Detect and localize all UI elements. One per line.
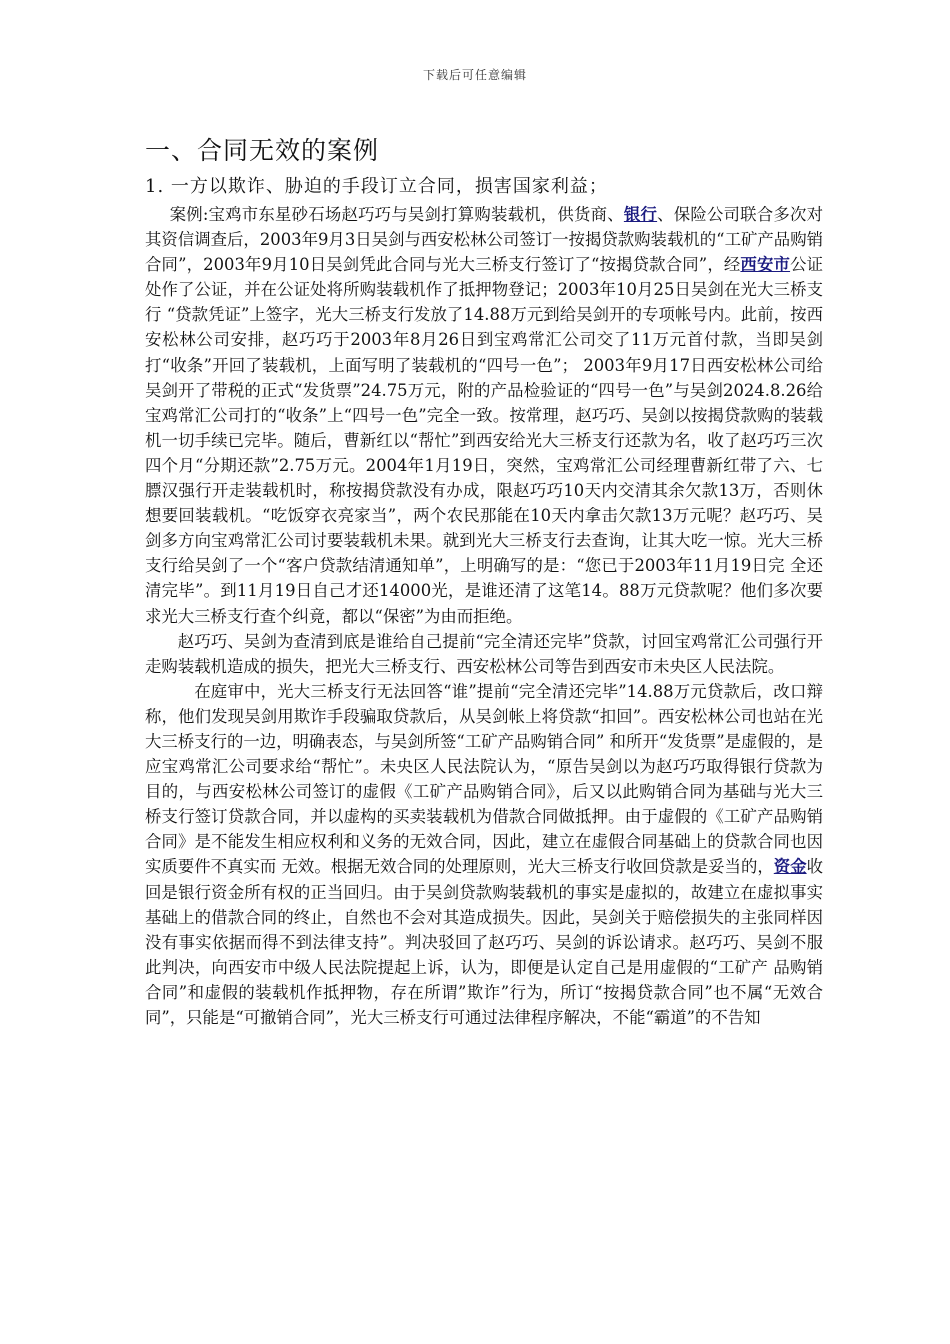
xian-city-link[interactable]: 西安市: [740, 255, 791, 275]
bank-link[interactable]: 银行: [623, 205, 658, 224]
paragraph-text: 案例:宝鸡市东星砂石场赵巧巧与吴剑打算购装载机，供货商、: [169, 205, 624, 224]
paragraph-lawsuit: 赵巧巧、吴剑为查清到底是谁给自己提前“完全清还完毕”贷款，讨回宝鸡常汇公司强行开走购装载机造成的损失，把光大三桥支行、西安松林公司等告到西安市未央区人民法院。: [145, 631, 823, 676]
funds-link[interactable]: 资金: [773, 857, 807, 877]
paragraph-text: 在庭审中，光大三桥支行无法回答“谁”提前“完全清还完毕”14.88万元贷款后，改口辩称，他们发现吴剑用欺诈手段骗取贷款后，从吴剑帐上将贷款“扣回”。西安松林公司也站在光大三桥支行的一边，明确表态，与吴剑所签“工矿产品购销合同” 和所开“发货票”是虚假的，是应宝鸡常汇公司要求给“帮忙”。未央区人民法院认为，“原告吴剑以为赵巧巧取得银行贷款为目的，与西安松林公司签订的虚假《工矿产品购销合同》，后又以此购销合同为基础与光大三桥支行签订贷款合同，并以虚构的买卖装载机为借款合同做抵押。由于虚假的《工矿产品购销合同》是不能发生相应权利和义务的无效合同，因此，建立在虚假合同基础上的贷款合同也因实质要件不真实而 无效。根据无效合同的处理原则，光大三桥支行收回贷款是妥当的，: [145, 681, 823, 877]
paragraph-text: 公证处作了公证，并在公证处将所购装载机作了抵押物登记；2003年10月25日吴剑在光大三桥支行 “贷款凭证”上签字，光大三桥支行发放了14.88万元到给吴剑开的专项帐号内。此前，按西安松林公司安排，赵巧巧于2003年8月26日到宝鸡常汇公司交了11万元首付款，当即吴剑打“收条”开回了装载机，上面写明了装载机的“四号一色”； 2003年9月17日西安松林公司给吴剑开了带税的正式“发货票”24.75万元，附的产品检验证的“四号一色”与吴剑2024.8.26给宝鸡常汇公司打的“收条”上“四号一色”完全一致。按常理，赵巧巧、吴剑以按揭贷款购的装载机一切手续已完毕。随后，曹新红以“帮忙”到西安给光大三桥支行还款为名，收了赵巧巧三次四个月“分期还款”2.75万元。2004年1月19日，突然，宝鸡常汇公司经理曹新红带了六、七膘汉强行开走装载机时，称按揭贷款没有办成，限赵巧巧10天内交清其余欠款13万，否则休想要回装载机。“吃饭穿衣亮家当”，两个农民那能在10天内拿击欠款13万元呢？赵巧巧、吴剑多方向宝鸡常汇公司讨要装载机未果。就到光大三桥支行去查询，让其大吃一惊。光大三桥支行给吴剑了一个“客户贷款结清通知单”，上明确写的是：“您已于2003年11月19日完 全还清完毕”。到11月19日自己才还14000光，是谁还清了这笔14。88万元贷款呢？他们多次要求光大三桥支行查个纠竟，都以“保密”为由而拒绝。: [145, 255, 823, 626]
paragraph-trial: [145, 679, 823, 1030]
paragraph-text: 收回是银行资金所有权的正当回归。由于吴剑贷款购装载机的事实是虚拟的，故建立在虚拟事实基础上的借款合同的终止，自然也不会对其造成损失。因此，吴剑关于赔偿损失的主张同样因没有事实依据而得不到法律支持”。判决驳回了赵巧巧、吴剑的诉讼请求。赵巧巧、吴剑不服此判决，向西安市中级人民法院提起上诉，认为，即便是认定自己是用虚假的“工矿产 品购销合同”和虚假的装载机作抵押物，存在所谓”欺诈”行为，所订“按揭贷款合同”也不属“无效合同”，只能是“可撤销合同”，光大三桥支行可通过法律程序解决，不能“霸道”的不告知: [145, 857, 823, 1027]
page-header-note: 下载后可任意编辑: [422, 68, 527, 82]
document-body: [145, 128, 823, 1030]
section-heading: 1. 一方以欺诈、胁迫的手段订立合同，损害国家利益；: [145, 176, 608, 197]
paragraph-text: 、保险公司联合多次对其资信调查后，2003年9月3日吴剑与西安松林公司签订一按揭贷款购装载机的“工矿产品购销合同”，2003年9月10日吴剑凭此合同与光大三桥支行签订了“按揭贷款合同”，经: [145, 205, 824, 275]
document-title: 一、合同无效的案例: [145, 136, 380, 165]
paragraph-case: [145, 202, 823, 629]
